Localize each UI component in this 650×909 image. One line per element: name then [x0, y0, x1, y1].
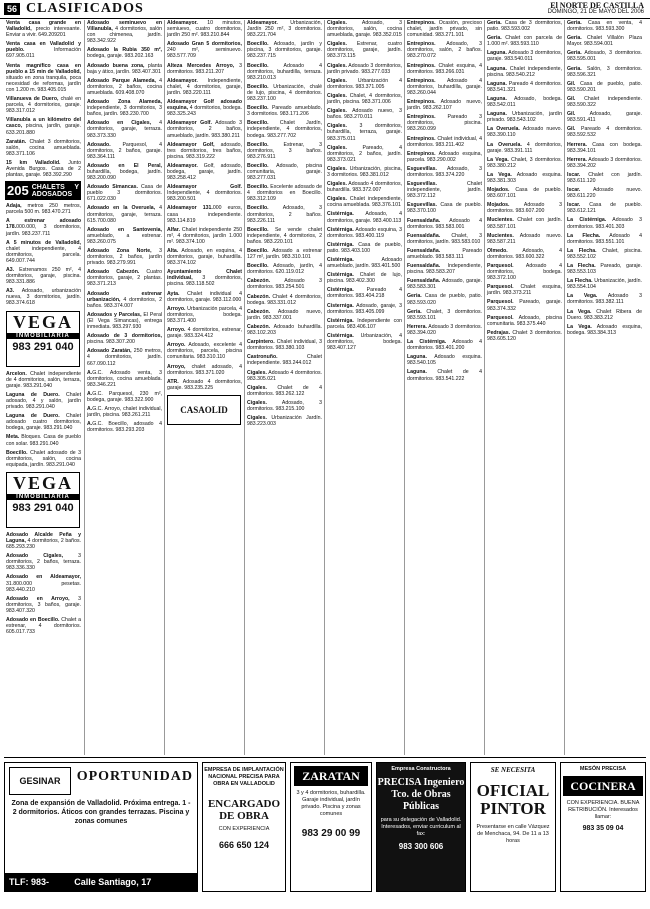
classified-entry: Laguna. Chalet independiente, piscina. 983.540.212 [487, 65, 562, 78]
gesinar-ad [4, 762, 198, 905]
column-1-entries [4, 20, 82, 178]
classified-entry: Meta. Bloques. Casa de pueblo con solar. 983.291.040 [6, 434, 81, 447]
classified-entry: ATR. Adosado 4 dormitorios, garaje. 983.235.225 [167, 378, 242, 391]
classified-entry: Herrera. Adosado 3 dormitorios. 983.394.020 [407, 323, 482, 336]
classified-entry: Laguna de Duero. Chalet adosado, 4 y salón, jardín privado. 983.291.040 [6, 391, 82, 411]
classified-entry: Adosados y Parcelas, El Peral (El Vega Simancas), entrega inmediata. 983.297.930 [87, 311, 162, 331]
classified-entry: Aldeamayor 131.000 euros, casa independiente. 983.114.819 [167, 205, 242, 224]
classified-entry: Adosado Simancas. Casa de pueblo 3 dormitorios. 671.022.030 [87, 184, 163, 203]
classified-entry: A.G.C. Arroyo, chalet individual, jardín, piscina. 983.261.211 [87, 406, 162, 419]
classified-entry: Adosado en Aldeamayor, 31.800.000 pesetas. 983.440.210 [6, 574, 81, 593]
classified-entry: Fuensaldaña. Independiente, piscina. 983.583.207 [407, 263, 482, 276]
classified-entry: Parquesol. Pareado, garaje. 983.374.332 [487, 299, 562, 312]
category-title: CHALETS Y ADOSADOS [31, 183, 79, 198]
classified-entry: Adosado Gran 5 dormitorios, 240 m², seminuevo. 983.577.709 [167, 41, 242, 60]
gesinar-contact-bar [5, 873, 197, 905]
classified-entry: Olmedo. Adosado, 4 dormitorios. 983.600.322 [487, 247, 562, 260]
classified-entry: La Cistérniga. Adosado 4 dormitorios. 983.401.200 [407, 339, 482, 352]
classified-entry: Villanueva de Duero, chalé en parcela, 4 dormitorios, garaje. 983.317.012 [6, 96, 81, 115]
category-header [5, 181, 81, 200]
gesinar-headline: OPORTUNIDAD [76, 769, 193, 784]
classified-entry: Parquesol. Chalet esquina, jardín. 983.373.211 [487, 284, 562, 297]
classified-entry: 15 km Valladolid. Junto Avenida Burgos. Casa de 2 plantas, garaje. 983.392.290 [6, 159, 81, 179]
classified-entry: Cigales. Chalet, 4 dormitorios, jardín, piscina. 983.371.006 [327, 92, 402, 106]
classified-entry: Gil. Pareado 4 dormitorios. 983.592.532 [567, 126, 642, 139]
cocinera-title: COCINERA [563, 776, 643, 796]
classified-entry: Laguna. Pareado 4 dormitorios. 983.541.321 [487, 80, 562, 93]
column-1-entries-2 [4, 203, 82, 306]
classified-entry: Boecillo. Urbanización, chalé de lujo, piscina, 4 dormitorios. 983.237.100 [247, 83, 322, 103]
classified-entry: La Flecha. Chalet, piscina. 983.552.102 [567, 247, 642, 260]
classified-entry: Cigales. 3 dormitorios, buhardilla, terraza, garaje. 983.375.011 [327, 123, 402, 142]
classified-entry: Cabezón. Adosado buhardilla. 983.102.203 [247, 323, 322, 337]
zaratan-ad [290, 762, 372, 892]
gesinar-phone: TLF: 983-290099 [9, 877, 50, 905]
ingeniero-title: PRECISA Ingeniero Tco. de Obras Públicas [377, 777, 465, 812]
classified-entry: Cigales. Adosado 4 dormitorios. 983.305.021 [247, 369, 322, 382]
classified-columns [4, 20, 646, 755]
classified-entry: Aldeamayor Golf. Independiente, 4 dormitorios. 983.200.501 [167, 184, 242, 203]
classified-entry: Ayta. Chalet individual 4 dormitorios, garaje. 983.112.000 [167, 290, 242, 303]
classified-entry: Esguevillas. Chalet independiente, jardín. 983.372.112 [407, 181, 482, 200]
encargado-phone: 666 650 124 [218, 840, 270, 850]
pintor-ad [470, 762, 556, 892]
zaratan-logo: ZARATAN [294, 766, 368, 786]
vega-phone: 983 291 040 [12, 501, 74, 514]
column-8-entries [565, 20, 643, 336]
classified-entry: Alta. Adosado, en esquina, 4 dormitorios, garaje, buhardilla. 983.374.102 [167, 248, 242, 267]
category-number: 205 [7, 183, 29, 199]
pintor-title: OFICIAL PINTOR [476, 781, 550, 818]
classified-entry: Alfar. Chalet independiente 250 m², 4 dormitorios, jardín 1.000 m². 983.374.100 [167, 226, 242, 245]
classified-entry: Cabezón. Adosado nuevo, jardín. 983.337.001 [247, 308, 322, 321]
classified-entry: Boecillo. Chalet adosado de 3 dormitorios, salón, cocina equipada, jardín. 983.291.040 [6, 449, 81, 468]
classified-entry: Adosado la Rubia 350 m², bodega, garaje. 983.202.163 [87, 47, 162, 60]
classified-entry: Fuensaldaña. Chalet, 3 dormitorios, jardín. 983.583.010 [407, 232, 482, 245]
classified-entry: A.G.C. Boecillo, adosado 4 dormitorios. 983.293.203 [87, 421, 162, 434]
classified-entry: Cabezón. Chalet 4 dormitorios, bodega. 983.331.012 [247, 293, 322, 306]
classified-entry: Entrepinos. Pareado 3 dormitorios, piscina. 983.260.099 [407, 114, 482, 133]
column-1-entries-3 [4, 371, 82, 468]
classified-entry: Adosado en Santovenia, amueblado, a estrenar. 983.260.075 [87, 226, 162, 245]
classified-entry: Iscar. Casa de pueblo. 983.612.121 [567, 202, 642, 215]
classified-entry: Alteza Mercedes Arroyo, 3 dormitorios. 983.211.207 [167, 62, 242, 75]
classified-entry: Cistérniga. Pareado 4 dormitorios. 983.404.218 [327, 287, 402, 300]
ingeniero-fax: 983 300 606 [398, 842, 444, 851]
classified-entry: Adosado Cigales, 3 dormitorios, 2 baños, terraza. 983.336.330 [6, 553, 82, 572]
encargado-intro: EMPRESA DE IMPLANTACIÓN NACIONAL PRECISA PARA OBRA EN VALLADOLID [204, 767, 284, 787]
classified-entry: Aldeamayor. Urbanización, Jardín 250 m², 3 dormitorios. 983.221.704 [247, 20, 322, 39]
classified-entry: La Vega. Chalet, 3 dormitorios. 983.380.212 [487, 156, 562, 169]
classified-entry: Boecillo. Adosado 4 dormitorios, buhardilla, terraza. 983.210.013 [247, 62, 322, 81]
vega-subtitle: INMOBILIARIA [7, 333, 79, 339]
column-5 [324, 20, 403, 755]
classified-entry: A3. Adosado, urbanización nueva, 3 dormitorios, jardín. 983.374.618 [6, 288, 81, 307]
classified-entry: Aldeamayor. 10 minutos, semiuevo, cuatro dormitorios, jardín 250 m². 983.210.844 [167, 20, 242, 39]
classified-entry: Adosado Zona Norte, 3 dormitorios, 2 baños, jardín privado. 983.279.991 [87, 248, 163, 267]
classified-entry: Cistérniga. Urbanización, 4 dormitorios, bodega. 983.407.127 [327, 332, 402, 352]
column-3-entries [165, 20, 243, 391]
column-2-entries [85, 20, 163, 433]
classified-entry: Mucientes. Adosado nuevo. 983.587.211 [487, 232, 562, 245]
classified-entry: Entrepinos. Ocasión, precioso chalet, jardín privado, sin comunidad. 983.271.101 [407, 20, 482, 39]
classified-entry: Cistérniga. Casa de pueblo, patio. 983.403.100 [327, 241, 402, 254]
classified-entry: Boecillo. Chalet Jardín, independiente, 4 dormitorios, bodega. 983.277.702 [247, 120, 322, 139]
vega-subtitle: INMOBILIARIA [7, 494, 79, 500]
classified-entry: Entrepinos. Chalet esquina, 4 dormitorios. 983.266.031 [407, 62, 482, 75]
classified-entry: La Vega. Adosado 3 dormitorios. 983.382.111 [567, 293, 642, 306]
classified-entry: Entrepinos. Chalet individual, 4 dormitorios. 983.211.402 [407, 135, 482, 148]
classified-entry: Cistérniga. Independiente con parcela. 983.406.107 [327, 317, 402, 330]
zaratan-body: 3 y 4 dormitorios, buhardilla. Garaje individual, jardín privado. Piscina y zonas comunes [296, 790, 366, 817]
classified-entry: Aldeamayor. Independiente, chalet, 4 dormitorios, garaje, jardín. 983.220.111 [167, 77, 242, 96]
classified-entry: La Flecha. Pareado, garaje. 983.553.103 [567, 263, 642, 276]
pintor-intro: SE NECESITA [490, 766, 536, 774]
classified-entry: Iscar. Adosado nuevo. 983.611.220 [567, 187, 642, 200]
classified-entry: Laguna de Duero. Chalet adosado cuatro dormitorios, bodega, garaje. 983.291.040 [6, 413, 82, 432]
classified-entry: Carpintero. Chalet individual, 3 dormitorios. 983.380.103 [247, 339, 322, 352]
classified-entry: Ayuntamiento Chalet individual, 3 dormitorios, piscina. 983.118.502 [167, 269, 242, 288]
classified-entry: Laguna. Adosado 3 dormitorios, garaje. 983.540.011 [487, 50, 562, 63]
column-8 [564, 20, 643, 755]
classified-entry: Cisterniga. Adosado, garaje, 3 dormitorios. 983.405.099 [327, 302, 402, 315]
classified-entry: Herrera. Casa con bodega. 983.394.101 [567, 141, 642, 154]
classified-entry: Pedrajas. Chalet 3 dormitorios. 983.605.120 [487, 329, 562, 342]
classified-entry: Geria. Salón, 3 dormitorios. 983.596.321 [567, 65, 642, 78]
classified-entry: Arcelon. Chalet independiente de 4 dormitorios, salón, terraza, garaje. 983.291.040 [6, 370, 81, 389]
classified-entry: Parquesol. Adosado, piscina comunitaria. 983.375.440 [487, 314, 562, 327]
cocinera-intro: MESÓN PRECISA [579, 766, 627, 772]
classified-entry: Adosado Alcalde Peña y Laguna, 4 dormitorios, 2 baños. 685.293.230 [6, 531, 81, 551]
bottom-ads [4, 757, 646, 905]
classified-entry: Gil. Chalet independiente. 983.590.322 [567, 95, 642, 109]
vega-logo: VEGA [12, 311, 73, 332]
cocinera-body: CON EXPERIENCIA. BUENA RETRIBUCIÓN. Interesados llamar: [566, 800, 640, 820]
classified-entry: Adosado estrenar urbanización, 4 dormitorios, 2 baños. 983.374.007 [87, 290, 162, 309]
classified-entry: Cigales. Adosado nuevo, 3 baños. 983.270.011 [327, 108, 402, 121]
classified-entry: Cigales. Adosado 4 dormitorios, buhardilla. 983.372.007 [327, 181, 402, 194]
classified-entry: Gil. Adosado, garaje. 983.591.411 [567, 111, 642, 124]
pintor-body: Presentarse en calle Vázquez de Menchaca, 94. De 11 a 13 horas [476, 824, 550, 844]
classified-entry: Esguevillas. Casa de pueblo. 983.370.100 [407, 202, 482, 215]
classified-entry: Cigales. Urbanización, piscina, 3 dormitorios. 983.381.012 [327, 165, 402, 178]
classified-entry: Adosado Cabezón. Cuatro dormitorios, garaje, 2 plantas. 983.371.213 [87, 269, 162, 288]
vega-ad-2 [6, 472, 80, 528]
vega-logo: VEGA [12, 472, 73, 493]
casaolid-logo: CASAOLID [167, 395, 241, 425]
page-header [0, 0, 650, 19]
classified-entry: Adosado Parque Alameda, 4 dormitorios, 2 baños, cocina amueblada. 609.408.070 [87, 77, 162, 96]
classified-entry: Esguevillas. Adosado, 3 dormitorios. 983.374.220 [407, 165, 482, 178]
classified-entry: Fuensaldaña. Adosado, garaje. 983.583.301 [407, 278, 482, 291]
classified-entry: Fuensaldaña. Adosado 4 dormitorios. 983.583.001 [407, 217, 482, 230]
classified-entry: Aldeamayor Golf, adosado, tres dormitorios, tres baños, piscina. 983.319.222 [167, 141, 242, 160]
classified-entry: Aldeamayor Golf adosado esquina, 4 dormitorios, bodega. 983.325.243 [167, 99, 242, 118]
vega-ad-1 [6, 311, 80, 367]
classified-entry: A 5 minutos de Valladolid, chalet independiente, 4 dormitorios, parcela. 649.007.744 [6, 239, 81, 264]
classified-entry: La Vega. Adosado esquina, bodega. 983.384.313 [567, 323, 642, 336]
vega-phone: 983 291 040 [12, 340, 74, 353]
classified-entry: Iscar. Chalet con jardín. 983.611.120 [567, 171, 642, 184]
classified-entry: La Overuela. Adosado nuevo. 983.390.110 [487, 126, 562, 139]
column-6 [404, 20, 483, 755]
classified-entry: Geria. Chalet, 3 dormitorios. 983.593.101 [407, 308, 482, 321]
zaratan-phone: 983 29 00 99 [301, 828, 361, 839]
classified-entry: Fuensaldaña. Pareado amueblado. 983.583.111 [407, 247, 482, 260]
classified-entry: Geria. Casa de pueblo, patio. 983.593.020 [407, 293, 482, 306]
classified-entry: Entrepinos. Adosado, 3 dormitorios, salón, 2 baños. 983.270.072 [407, 41, 482, 60]
classified-entry: Boecillo. Excelente adosado de 4 dormitorios en Boecillo. 983.312.109 [247, 184, 322, 203]
encargado-ad [202, 762, 286, 892]
column-1 [4, 20, 82, 755]
classified-entry: Parquesol. Adosado 4 dormitorios, bodega. 983.372.100 [487, 263, 562, 282]
ingeniero-intro: Empresa Constructora [391, 766, 451, 772]
encargado-sub: CON EXPERIENCIA [218, 826, 270, 832]
gesinar-address: Calle Santiago, 17 (Valladolid) [74, 877, 152, 905]
classified-entry: Adaja, metros 250 metros, parcela 500 m. 983.470.271 [6, 203, 81, 216]
classified-entry: Cigales. Adosado 3 dormitorios, jardín privado. 983.277.033 [327, 62, 402, 75]
classified-entry: Venta casa grande en Valladolid, precio interesante. Enviar a vivir. 649.209201 [6, 20, 81, 39]
classified-entry: Cigales. Urbanización Jardín. 983.223.003 [247, 415, 322, 428]
classified-entry: Laguna. Adosado, bodega. 983.542.011 [487, 95, 562, 109]
classified-entry: Adosado buena zona, planta baja y ático, jardín. 983.407.301 [87, 62, 162, 75]
cocinera-phone: 983 35 09 04 [582, 825, 624, 832]
classified-entry: Arroyo. Adosado, excelente 4 dormitorios, parcela, piscina comunitaria. 983.310.110 [167, 342, 242, 361]
column-7 [484, 20, 563, 755]
classified-entry: Boecillo. Adosado, 3 dormitorios, 2 baños. 983.226.111 [247, 205, 322, 224]
classified-entry: Adosado. Parquesol, 4 dormitorios, 2 baños, garaje. 983.364.111 [87, 141, 162, 160]
classified-entry: Adosado en Boecillo. Chalet a estrenar, 4 dormitorios. 605.017.733 [6, 617, 82, 636]
classified-entry: Adosado Zaratán, 250 metros, 4 dormitorios, jardín. 667.090.112 [87, 348, 162, 367]
classified-entry: A3. Estrenamos 250 m², 4 dormitorios, garaje, piscina. 983.331.886 [6, 267, 81, 286]
classified-entry: Adosado seminuevo en Villanubla, 4 dormitorios, salón con chimenea, jardín. 983.342.922 [87, 20, 162, 45]
classified-entry: Geria. Adosado, 3 dormitorios. 983.595.001 [567, 50, 642, 63]
column-5-entries [325, 20, 403, 351]
classified-entry: Entrepinos. Adosado nuevo, jardín. 983.262.107 [407, 99, 482, 112]
encargado-title: ENCARGADO DE OBRA [207, 798, 281, 822]
classified-entry: Aldeamayor. Golf, adosado, bodega, garaje, jardín. 983.258.412 [167, 162, 242, 182]
classified-entry: Adosado en Cigales, 4 dormitorios, garaje, terraza. 983.373.330 [87, 120, 162, 139]
classified-entry: Boecillo. Estrenar, 3 dormitorios, 3 baños. 983.276.911 [247, 141, 322, 160]
classified-entry: Cabezón. Adosado 3 dormitorios. 983.254.501 [247, 278, 322, 291]
classified-entry: Villanubla a un kilómetro del casco, piscina, jardín, garaje. 633.201.880 [6, 117, 81, 136]
classified-entry: Entrepinos. Adosado esquina, parcela. 983.290.002 [407, 150, 482, 163]
classified-entry: La Vega. Adosado esquina. 983.381.303 [487, 171, 562, 184]
classified-entry: Boecillo. Adosado, piscina comunitaria, garaje. 983.277.031 [247, 162, 322, 182]
newspaper-name: El NORTE DE CASTILLA [550, 1, 644, 10]
classified-entry: Cigales. Pareado, 4 dormitorios, 2 baños, jardín. 983.373.021 [327, 144, 402, 163]
classified-entry: Cistérniga. Chalet de lujo, piscina. 983.402.300 [327, 272, 402, 285]
classified-entry: Boecillo. Adosado a estrenar 127 m², jardín. 983.310.101 [247, 248, 322, 261]
classified-entry: Cigales. Chalet independiente, cocina amueblada. 983.376.101 [327, 196, 402, 209]
classified-entry: Venta magnífico casa en pueblo a 15 min de Valladolid, situado en zona tranquila, poca necesidad de reformas, jardín con 1.200 m. 983.405.015 [6, 62, 81, 93]
classified-entry: Cigales. Adosado, 3 dormitorios. 983.215.100 [247, 399, 322, 412]
classified-entry: Geria. Casa en venta, 4 dormitorios. 983.593.300 [567, 20, 642, 33]
classified-entry: Herrera. Adosado 3 dormitorios. 983.394.202 [567, 156, 642, 169]
classified-entry: Boecillo. Adosado, jardín, 4 dormitorios. 620.119.012 [247, 263, 322, 276]
classified-entry: Mucientes. Chalet con jardín. 983.587.101 [487, 217, 562, 230]
classified-entry: Laguna. Chalet de 4 dormitorios. 983.541.222 [407, 369, 482, 382]
column-6-entries [405, 20, 483, 382]
classified-entry: La Flecha. Urbanización, jardín. 983.554.104 [567, 278, 642, 291]
ingeniero-body: para su delegación de Valladolid. Interesados, enviar curriculum al fax: [380, 817, 462, 837]
classified-entry: La Vega. Chalet Ribera de Duero. 983.383.212 [567, 308, 642, 321]
classified-entry: Boecillo. Pareado amueblado, 3 dormitorios. 983.171.206 [247, 105, 322, 118]
classified-entry: La Cistérniga. Adosado 3 dormitorios. 983.401.303 [567, 217, 642, 230]
classified-entry: Geria. Casa de 3 dormitorios, patio. 983.593.002 [487, 20, 562, 33]
section-title: CLASIFICADOS [26, 1, 144, 16]
classified-entry: La Overuela. 4 dormitorios, garaje. 983.391.111 [487, 141, 563, 154]
gesinar-body: Zona de expansión de Valladolid. Próxima entrega. 1 - 2 dormitorios. Áticos con grandes terrazas. Piscina y zonas comunes [11, 800, 191, 825]
page-number: 56 [4, 3, 20, 15]
classified-entry: A.G.C. Parquesol, 230 m², bodega, garaje. 983.322.900 [87, 390, 162, 403]
column-4-entries [245, 20, 323, 427]
cocinera-ad [560, 762, 646, 892]
classified-entry: Geria. Chalet Villalón Plaza Mayor. 983.594.001 [567, 35, 642, 48]
classified-entry: Adosado en Arroyo, 3 dormitorios, 3 baños, garaje. 983.407.320 [6, 595, 81, 614]
classified-entry: Laguna. Adosado esquina. 983.540.105 [407, 354, 482, 367]
classified-entry: Cigales. Chalet de 4 dormitorios. 983.262.122 [247, 384, 322, 397]
classified-entry: Arroyo. Urbanización parcela, 4 dormitorios, bodega. 983.371.400 [167, 305, 242, 324]
classified-entry: Gil. Casa de pueblo, patio. 983.590.201 [567, 80, 642, 93]
classified-entry: Boecillo. Se vende chalet independiente, 4 dormitorios, 2 baños. 983.220.101 [247, 226, 322, 245]
classified-entry: Mojados. Casa de pueblo. 983.607.101 [487, 187, 562, 200]
classified-entry: Adosado en El Peral, buhardilla, bodega, jardín. 983.200.090 [87, 162, 162, 182]
classified-entry: Cigales. Estrenar, cuatro dormitorios, garaje, jardín. 983.373.115 [327, 41, 402, 60]
classified-entry: Boecillo. Adosado, jardín y piscina, 3 dormitorios, garaje. 983.237.715 [247, 41, 322, 60]
column-7-entries [485, 20, 563, 342]
publication-date: DOMINGO, 21 DE MAYO DEL 2006 [547, 9, 644, 15]
classified-entry: Laguna. Urbanización, jardín privado. 983.543.102 [487, 111, 562, 124]
classified-entry: Cistérniga. Adosado esquina, 3 dormitorios. 983.400.119 [327, 226, 402, 239]
column-3 [164, 20, 243, 755]
classified-entry: Geria. Chalet con parcela de 1.000 m². 983.593.110 [487, 35, 562, 48]
classified-entry: Aldeamayor Golf. Adosado 3 dormitorios, 2 baños, amueblado, jardín. 983.380.211 [167, 120, 242, 139]
classified-entry: Mojados. Adosado 3 dormitorios. 983.607.200 [487, 202, 562, 215]
classified-entry: Adosado en la Overuela, 4 dormitorios, garaje, terraza. 615.700.080 [87, 205, 162, 224]
classified-entry: La Flecha. Adosado 4 dormitorios. 983.551.101 [567, 232, 642, 245]
classified-entry: Cigales. Urbanización 4 dormitorios. 983.371.005 [327, 77, 402, 90]
classified-entry: Arroyo, chalet adosado, 4 dormitorios. 983.371.020 [167, 363, 242, 376]
ingeniero-ad [376, 762, 466, 892]
classified-entry: Entrepinos. Adosado 4 dormitorios, buhardilla, garaje. 983.260.044 [407, 77, 482, 96]
classified-entry: Arroyo. 4 dormitorios, estrenar, garaje. 983.324.412 [167, 327, 242, 340]
classified-entry: Zaratán. Chalet 3 dormitorios, salón, cocina amueblada. 983.371.106 [6, 138, 81, 157]
classified-entry: Cistérniga. Adosado amueblado, jardín. 983.401.500 [327, 257, 402, 270]
classified-entry: Adosado de 3 dormitorios, piscina. 983.307.200 [87, 333, 162, 346]
classified-entry: A estrenar adosado 178.000.000, 3 dormitorios, jardín. 983.237.711 [6, 218, 81, 237]
column-1-entries-4 [4, 532, 82, 635]
classified-entry: Cigales. Adosado, 3 dormitorios, salón, cocina amueblada, garaje. 983.352.015 [327, 20, 402, 39]
gesinar-logo: GESINAR [9, 767, 71, 795]
classified-entry: A.G.C. Adosado venta, 3 dormitorios, cocina amueblada. 983.346.221 [87, 369, 162, 388]
column-4 [244, 20, 323, 755]
classified-entry: Cistérniga. Adosado, 4 dormitorios, garaje. 983.400.113 [327, 211, 402, 224]
column-2 [84, 20, 163, 755]
classified-entry: Castronuño. Chalet independiente. 983.244.012 [247, 354, 322, 367]
classified-entry: Venta casa en Valladolid y pueblo. Información 697.905.011 [6, 41, 81, 60]
classified-entry: Adosado Zona Alameda, independiente, 3 dormitorios, 3 baños, jardín. 983.230.700 [87, 99, 162, 118]
